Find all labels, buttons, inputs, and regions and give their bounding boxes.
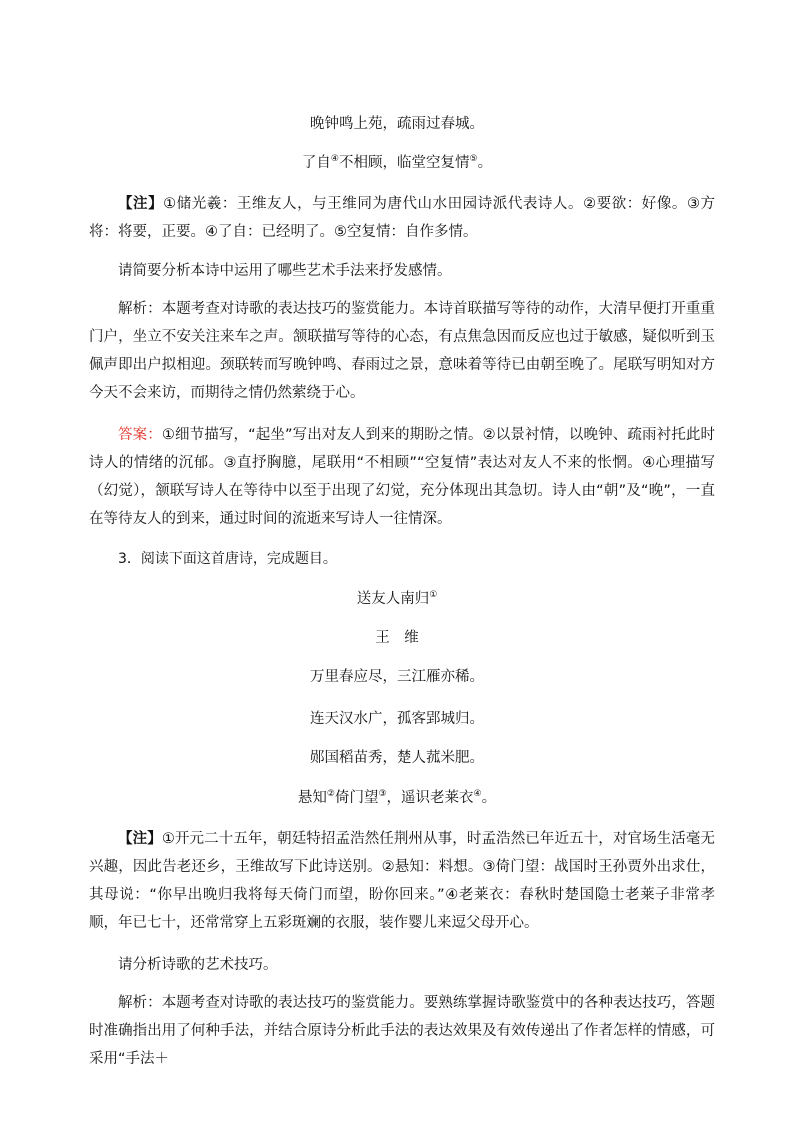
poem2-line2: 连天汉水广，孤客郢城归。: [310, 711, 484, 727]
note1-text: ①储光羲：王维友人，与王维同为唐代山水田园诗派代表诗人。②要欲：好像。③方将：将要，正要。④了自：已经明了。⑤空复情：自作多情。: [89, 196, 715, 240]
poem2-line4-part: 倚门望: [334, 790, 379, 806]
answer1-text: ①细节描写，“起坐”写出对友人到来的期盼之情。②以景衬情，以晚钟、疏雨衬托此时诗人的情绪的沉郁。③直抒胸臆，尾联用“不相顾”“空复情”表达对友人不来的怅惘。④心理描写（幻觉），颔联写诗人在等待中以至于出现了幻觉，充分体现出其急切。诗人由“朝”及“晚”，一直在等待友人的到来，通过时间的流逝来写诗人一往情深。: [89, 427, 715, 527]
footnote-marker: ①: [429, 590, 438, 601]
poem2-line4-part: 。: [481, 790, 497, 806]
analysis1-paragraph: [89, 295, 715, 407]
analysis-label: 解析：: [118, 995, 162, 1011]
note2-paragraph: [89, 825, 715, 937]
footnote-marker: ③: [378, 789, 387, 800]
poem2-title: [0, 589, 794, 609]
poem2-author: 王 维: [375, 630, 419, 646]
poem2-title-text: 送友人南归: [356, 591, 430, 607]
analysis2-text: 本题考查对诗歌的表达技巧的鉴赏能力。要熟练掌握诗歌鉴赏中的各种表达技巧，答题时准确指出用了何种手法，并结合原诗分析此手法的表达效果及有效传递出了作者怎样的情感，可采用“手法＋: [89, 995, 715, 1067]
question1: 请简要分析本诗中运用了哪些艺术手法来抒发感情。: [118, 263, 452, 279]
poem1-line4-part: 。: [477, 155, 493, 171]
answer1-paragraph: [89, 421, 715, 533]
analysis2-paragraph: [89, 989, 715, 1073]
note-tag: 【注】: [118, 831, 162, 847]
answer-label: 答案：: [118, 427, 162, 443]
poem1-line4: [0, 153, 794, 173]
note-tag: 【注】: [118, 196, 164, 212]
footnote-marker: ②: [326, 789, 335, 800]
poem2-line4-part: ，遥识老莱衣: [386, 790, 474, 806]
poem1-line4-part: 了自: [301, 155, 331, 171]
question3-heading: 3．阅读下面这首唐诗，完成题目。: [118, 551, 337, 567]
question2: 请分析诗歌的艺术技巧。: [118, 957, 278, 973]
analysis-label: 解析：: [118, 301, 162, 317]
note1-paragraph: [89, 190, 715, 246]
footnote-marker: ④: [473, 789, 482, 800]
poem2-line1: 万里春应尽，三江雁亦稀。: [310, 669, 484, 685]
note2-text: ①开元二十五年，朝廷特招孟浩然任荆州从事，时孟浩然已年近五十，对官场生活毫无兴趣，因此告老还乡，王维故写下此诗送别。②悬知：料想。③倚门望：战国时王孙贾外出求仕，其母说：“你早出晚归我将每天倚门而望，盼你回来。”④老莱衣：春秋时楚国隐士老莱子非常孝顺，年已七十，还常常穿上五彩斑斓的衣服，装作婴儿来逗父母开心。: [89, 831, 716, 931]
poem2-line4: [0, 788, 794, 808]
poem1-line4-part: 不相顾，临堂空复情: [339, 155, 470, 171]
analysis1-text: 本题考查对诗歌的表达技巧的鉴赏能力。本诗首联描写等待的动作，大清早便打开重重门户，坐立不安关注来车之声。颔联描写等待的心态，有点焦急因而反应也过于敏感，疑似听到玉佩声即出户拟相迎。颈联转而写晚钟鸣、春雨过之景，意味着等待已由朝至晚了。尾联写明知对方今天不会来访，而期待之情仍然萦绕于心。: [89, 301, 715, 401]
poem1-line3: 晚钟鸣上苑，疏雨过春城。: [310, 116, 484, 132]
poem2-line3: 郧国稻苗秀，楚人菰米肥。: [310, 750, 484, 766]
footnote-marker: ④: [330, 154, 339, 165]
poem2-line4-part: 悬知: [297, 790, 327, 806]
footnote-marker: ⑤: [469, 154, 478, 165]
